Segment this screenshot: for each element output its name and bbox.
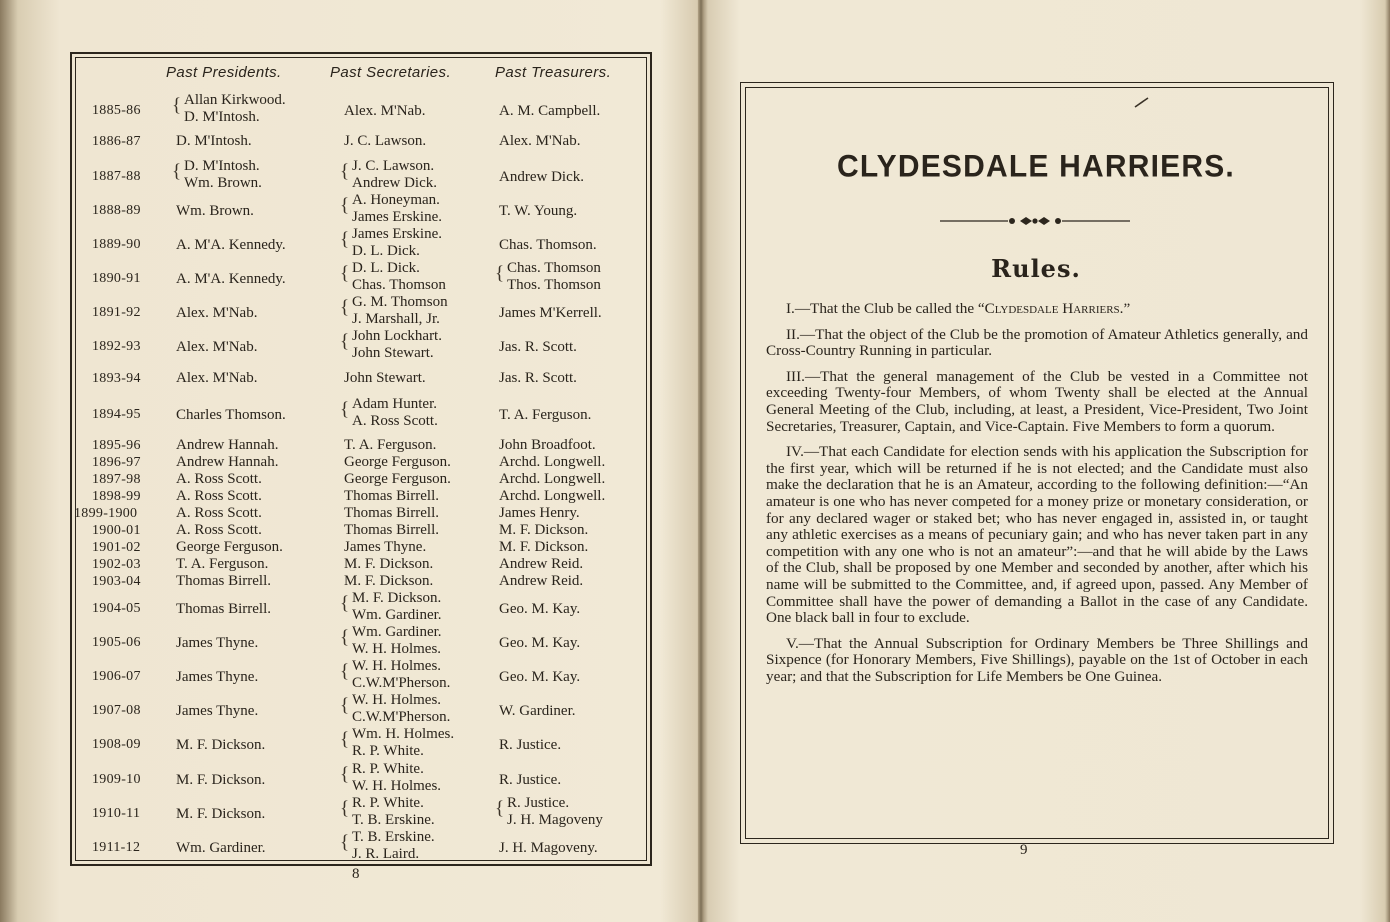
officer-name: R. Justice.: [499, 737, 562, 753]
president-cell: [172, 158, 262, 192]
officer-name: Andrew Dick.: [352, 175, 437, 191]
treasurer-cell: [499, 169, 584, 186]
officer-name: M. F. Dickson.: [176, 772, 266, 788]
year-cell: 1892-93: [92, 339, 141, 354]
secretary-cell: [340, 795, 435, 829]
president-cell: [176, 370, 257, 387]
officer-name: A. Ross Scott.: [176, 488, 262, 504]
left-brace: {: [340, 627, 350, 648]
officer-name: Andrew Reid.: [499, 573, 584, 589]
left-brace: {: [172, 161, 182, 182]
left-brace: {: [340, 729, 350, 750]
president-cell: [176, 573, 271, 590]
officer-name: George Ferguson.: [344, 471, 451, 487]
officer-name: W. H. Holmes.: [352, 692, 442, 708]
officer-name: Thomas Birrell.: [344, 522, 439, 538]
treasurer-cell: [499, 339, 577, 356]
treasurer-cell: [499, 471, 605, 488]
officer-name: M. F. Dickson.: [344, 556, 434, 572]
secretary-cell: [340, 396, 438, 430]
officer-name: Chas. Thomson: [507, 260, 601, 276]
treasurer-cell: [499, 522, 588, 539]
year-cell: 1897-98: [92, 472, 141, 487]
officer-name: Wm. Gardiner.: [352, 624, 442, 640]
left-brace: {: [340, 399, 350, 420]
officer-name: James Henry.: [499, 505, 580, 521]
officer-name: James Thyne.: [344, 539, 427, 555]
left-brace: {: [340, 832, 350, 853]
left-brace: {: [340, 195, 350, 216]
secretary-cell: [340, 829, 435, 863]
secretary-cell: [344, 437, 436, 454]
secretary-cell: [340, 260, 446, 294]
treasurer-cell: [499, 305, 602, 322]
secretary-cell: [344, 556, 433, 573]
secretary-cell: [340, 726, 455, 760]
secretary-cell: [344, 471, 451, 488]
officer-name: T. W. Young.: [499, 203, 578, 219]
year-cell: 1885-86: [92, 103, 141, 118]
treasurer-cell: [499, 454, 605, 471]
president-cell: [176, 203, 254, 220]
officer-name: George Ferguson.: [344, 454, 451, 470]
rule-4: IV.—That each Candidate for election sends with his application the Subscription for the first year, which will be returned if he is not elected; and the Candidate must also make the declaration that he is an Amateur, according to the following definition:—“An amateur is one who has never competed for a money prize or monetary consideration, or for any declared wager or staked bet; who has never engaged in, assisted in, or taught any athletic exercises as a means of pecuniary gain; and who has never taken part in any competition with any one who is not an amateur”:—and that he will abide by the Laws of the Club, shall be proposed by one Member and seconded by another, after which his name will be submitted to the Committee, and, if agreed upon, passed. Any Member of Committee shall have the power of demanding a Ballot in the case of any Candidate. One black ball in four to exclude.: [766, 443, 1308, 627]
officer-name: M. F. Dickson.: [176, 737, 266, 753]
officer-name: George Ferguson.: [176, 539, 283, 555]
year-cell: 1908-09: [92, 737, 141, 752]
officer-name: Wm. Brown.: [184, 175, 262, 191]
officer-name: C.W.M'Pherson.: [352, 675, 451, 691]
treasurer-cell: [499, 573, 583, 590]
secretary-cell: [340, 658, 451, 692]
secretary-cell: [340, 328, 442, 362]
officer-name: A. M. Campbell.: [499, 103, 601, 119]
treasurer-cell: [499, 601, 580, 618]
officer-name: T. B. Erskine.: [352, 829, 435, 845]
officer-name: A. Ross Scott.: [176, 471, 262, 487]
left-brace: {: [340, 661, 350, 682]
left-brace: {: [340, 263, 350, 284]
officer-name: R. P. White.: [352, 743, 424, 759]
secretary-cell: [344, 133, 426, 150]
left-brace: {: [495, 798, 505, 819]
year-cell: 1895-96: [92, 438, 141, 453]
secretary-cell: [340, 692, 451, 726]
officer-name: Wm. Gardiner.: [176, 840, 266, 856]
officer-name: Thos. Thomson: [507, 277, 601, 293]
officer-name: G. M. Thomson: [352, 294, 448, 310]
officer-name: A. Ross Scott.: [176, 505, 262, 521]
rule-3: III.—That the general management of the Club be vested in a Committee not exceeding Twenty-four Members, of whom Twenty shall be elected at the Annual General Meeting of the Club, including, at least, a President, Vice-President, Two Joint Secretaries, Treasurer, Captain, and Vice-Captain. Five Members to form a quorum.: [766, 367, 1308, 435]
officer-name: C.W.M'Pherson.: [352, 709, 451, 725]
president-cell: [176, 522, 262, 539]
page-number-right: 9: [1020, 842, 1028, 858]
year-cell: 1898-99: [92, 489, 141, 504]
president-cell: [176, 407, 286, 424]
left-brace: {: [340, 297, 350, 318]
year-cell: 1890-91: [92, 271, 141, 286]
rules-list: [766, 301, 1308, 694]
president-cell: [176, 840, 266, 857]
officer-name: M. F. Dickson.: [176, 806, 266, 822]
year-cell: 1907-08: [92, 703, 141, 718]
left-brace: {: [340, 764, 350, 785]
left-brace: {: [340, 798, 350, 819]
year-cell: 1902-03: [92, 557, 141, 572]
officer-name: A. Honeyman.: [352, 192, 440, 208]
year-cell: 1905-06: [92, 635, 141, 650]
officer-name: W. H. Holmes.: [352, 658, 442, 674]
officer-name: Geo. M. Kay.: [499, 669, 581, 685]
treasurer-cell: [495, 260, 601, 294]
left-brace: {: [340, 229, 350, 250]
treasurer-cell: [499, 703, 576, 720]
officer-name: John Stewart.: [352, 345, 434, 361]
officer-name: Thomas Birrell.: [176, 573, 271, 589]
right-page: [704, 0, 1390, 922]
year-cell: 1906-07: [92, 669, 141, 684]
officer-name: Wm. Brown.: [176, 203, 254, 219]
officer-name: Thomas Birrell.: [176, 601, 271, 617]
year-cell: 1904-05: [92, 601, 141, 616]
officer-name: J. H. Magoveny.: [499, 840, 598, 856]
secretary-cell: [344, 573, 433, 590]
officer-name: A. M'A. Kennedy.: [176, 237, 286, 253]
officer-name: Adam Hunter.: [352, 396, 437, 412]
officer-name: James M'Kerrell.: [499, 305, 602, 321]
officer-name: R. Justice.: [507, 795, 570, 811]
treasurer-cell: [499, 556, 583, 573]
left-brace: {: [340, 161, 350, 182]
officer-name: J. H. Magoveny: [507, 812, 603, 828]
officer-name: T. A. Ferguson.: [499, 407, 592, 423]
officer-name: D. L. Dick.: [352, 260, 420, 276]
year-cell: 1886-87: [92, 134, 141, 149]
officer-name: M. F. Dickson.: [352, 590, 442, 606]
ornament-divider: [940, 214, 1130, 228]
president-cell: [176, 454, 278, 471]
officer-name: T. A. Ferguson.: [176, 556, 269, 572]
officer-name: Archd. Longwell.: [499, 454, 606, 470]
officer-name: James Erskine.: [352, 209, 442, 225]
treasurer-cell: [499, 505, 580, 522]
secretary-cell: [344, 522, 439, 539]
president-cell: [176, 237, 286, 254]
officer-name: Thomas Birrell.: [344, 505, 439, 521]
officer-name: J. Marshall, Jr.: [352, 311, 440, 327]
treasurer-cell: [499, 488, 605, 505]
officer-name: D. L. Dick.: [352, 243, 420, 259]
year-cell: 1891-92: [92, 305, 141, 320]
secretary-cell: [340, 761, 442, 795]
officer-name: T. B. Erskine.: [352, 812, 435, 828]
president-cell: [176, 305, 257, 322]
president-cell: [172, 92, 286, 126]
officer-name: M. F. Dickson.: [344, 573, 434, 589]
treasurer-cell: [499, 133, 580, 150]
officer-name: R. Justice.: [499, 772, 562, 788]
secretary-cell: [340, 294, 448, 328]
officer-name: John Lockhart.: [352, 328, 442, 344]
president-cell: [176, 505, 262, 522]
president-cell: [176, 339, 257, 356]
treasurer-cell: [499, 370, 577, 387]
left-brace: {: [340, 593, 350, 614]
secretary-cell: [344, 103, 425, 120]
treasurer-cell: [499, 737, 561, 754]
rule-5: V.—That the Annual Subscription for Ordinary Members be Three Shillings and Sixpence (for Honorary Members, Five Shillings), payable on the 1st of October in each year; and that the Subscription for Life Members be One Guinea.: [766, 634, 1308, 685]
officer-name: Jas. R. Scott.: [499, 370, 577, 386]
officer-name: R. P. White.: [352, 795, 424, 811]
officer-name: A. M'A. Kennedy.: [176, 271, 286, 287]
officer-name: Wm. H. Holmes.: [352, 726, 455, 742]
secretary-cell: [340, 624, 442, 658]
secretary-cell: [340, 226, 442, 260]
officer-name: James Thyne.: [176, 703, 259, 719]
header-past-secretaries: Past Secretaries.: [330, 64, 452, 81]
year-cell: 1896-97: [92, 455, 141, 470]
secretary-cell: [344, 370, 426, 387]
officer-name: Geo. M. Kay.: [499, 635, 581, 651]
treasurer-cell: [499, 103, 600, 120]
rule-2: II.—That the object of the Club be the promotion of Amateur Athletics generally, and Cross-Country Running in particular.: [766, 325, 1308, 360]
officer-name: Thomas Birrell.: [344, 488, 439, 504]
officer-name: Andrew Dick.: [499, 169, 584, 185]
header-past-treasurers: Past Treasurers.: [495, 64, 612, 81]
officer-name: D. M'Intosh.: [176, 133, 252, 149]
officer-name: Archd. Longwell.: [499, 471, 606, 487]
officer-name: Chas. Thomson: [352, 277, 446, 293]
left-brace: {: [340, 695, 350, 716]
president-cell: [176, 737, 265, 754]
president-cell: [176, 772, 265, 789]
secretary-cell: [344, 539, 426, 556]
treasurer-cell: [499, 237, 597, 254]
treasurer-cell: [499, 840, 598, 857]
president-cell: [176, 471, 262, 488]
officer-name: Allan Kirkwood.: [184, 92, 286, 108]
secretary-cell: [344, 488, 439, 505]
officer-name: Alex. M'Nab.: [344, 103, 426, 119]
officer-name: Alex. M'Nab.: [176, 370, 258, 386]
officer-name: M. F. Dickson.: [499, 522, 589, 538]
president-cell: [176, 133, 252, 150]
president-cell: [176, 601, 271, 618]
officer-name: R. P. White.: [352, 761, 424, 777]
treasurer-cell: [499, 407, 591, 424]
president-cell: [176, 703, 258, 720]
year-cell: 1894-95: [92, 407, 141, 422]
secretary-cell: [340, 192, 442, 226]
header-past-presidents: Past Presidents.: [166, 64, 282, 81]
officer-name: J. C. Lawson.: [344, 133, 427, 149]
officer-name: John Stewart.: [344, 370, 426, 386]
officer-name: J. R. Laird.: [352, 846, 420, 862]
officer-name: Charles Thomson.: [176, 407, 286, 423]
year-cell: 1901-02: [92, 540, 141, 555]
officer-name: A. Ross Scott.: [176, 522, 262, 538]
year-cell: 1889-90: [92, 237, 141, 252]
officer-name: M. F. Dickson.: [499, 539, 589, 555]
treasurer-cell: [499, 203, 577, 220]
officer-name: Alex. M'Nab.: [176, 305, 258, 321]
year-cell: 1893-94: [92, 371, 141, 386]
treasurer-cell: [499, 437, 596, 454]
officer-name: A. Ross Scott.: [352, 413, 438, 429]
president-cell: [176, 806, 265, 823]
president-cell: [176, 437, 278, 454]
officer-name: D. M'Intosh.: [184, 109, 260, 125]
year-cell: 1899-1900: [74, 506, 138, 521]
secretary-cell: [340, 158, 437, 192]
officer-name: W. H. Holmes.: [352, 641, 442, 657]
treasurer-cell: [499, 669, 580, 686]
officer-name: Archd. Longwell.: [499, 488, 606, 504]
officer-name: D. M'Intosh.: [184, 158, 260, 174]
year-cell: 1887-88: [92, 169, 141, 184]
year-cell: 1909-10: [92, 772, 141, 787]
officer-name: James Thyne.: [176, 669, 259, 685]
treasurer-cell: [495, 795, 603, 829]
officer-name: James Thyne.: [176, 635, 259, 651]
president-cell: [176, 635, 258, 652]
year-cell: 1903-04: [92, 574, 141, 589]
officer-name: W. Gardiner.: [499, 703, 576, 719]
treasurer-cell: [499, 635, 580, 652]
officer-name: Alex. M'Nab.: [499, 133, 581, 149]
officer-name: Wm. Gardiner.: [352, 607, 442, 623]
secretary-cell: [340, 590, 442, 624]
officer-name: Andrew Hannah.: [176, 437, 279, 453]
officer-name: Alex. M'Nab.: [176, 339, 258, 355]
president-cell: [176, 539, 283, 556]
officer-name: T. A. Ferguson.: [344, 437, 437, 453]
page-title: CLYDESDALE HARRIERS.: [837, 149, 1235, 184]
president-cell: [176, 556, 268, 573]
year-cell: 1888-89: [92, 203, 141, 218]
treasurer-cell: [499, 539, 588, 556]
rules-heading: Rules.: [991, 254, 1081, 283]
president-cell: [176, 488, 262, 505]
president-cell: [176, 271, 286, 288]
year-cell: 1900-01: [92, 523, 141, 538]
left-brace: {: [495, 263, 505, 284]
left-brace: {: [172, 95, 182, 116]
president-cell: [176, 669, 258, 686]
officer-name: Chas. Thomson.: [499, 237, 597, 253]
officer-name: Geo. M. Kay.: [499, 601, 581, 617]
officer-name: Jas. R. Scott.: [499, 339, 577, 355]
treasurer-cell: [499, 772, 561, 789]
year-cell: 1910-11: [92, 806, 141, 821]
officer-name: John Broadfoot.: [499, 437, 596, 453]
year-cell: 1911-12: [92, 840, 141, 855]
officer-name: Andrew Hannah.: [176, 454, 279, 470]
officer-name: James Erskine.: [352, 226, 442, 242]
rule-1: I.—That the Club be called the “Clydesdale Harriers.”: [786, 300, 1131, 317]
page-number-left: 8: [352, 866, 360, 882]
officer-name: Andrew Reid.: [499, 556, 584, 572]
officer-name: W. H. Holmes.: [352, 778, 442, 794]
secretary-cell: [344, 454, 451, 471]
pencil-tick-mark: [1134, 96, 1150, 108]
left-brace: {: [340, 331, 350, 352]
secretary-cell: [344, 505, 439, 522]
officer-name: J. C. Lawson.: [352, 158, 435, 174]
